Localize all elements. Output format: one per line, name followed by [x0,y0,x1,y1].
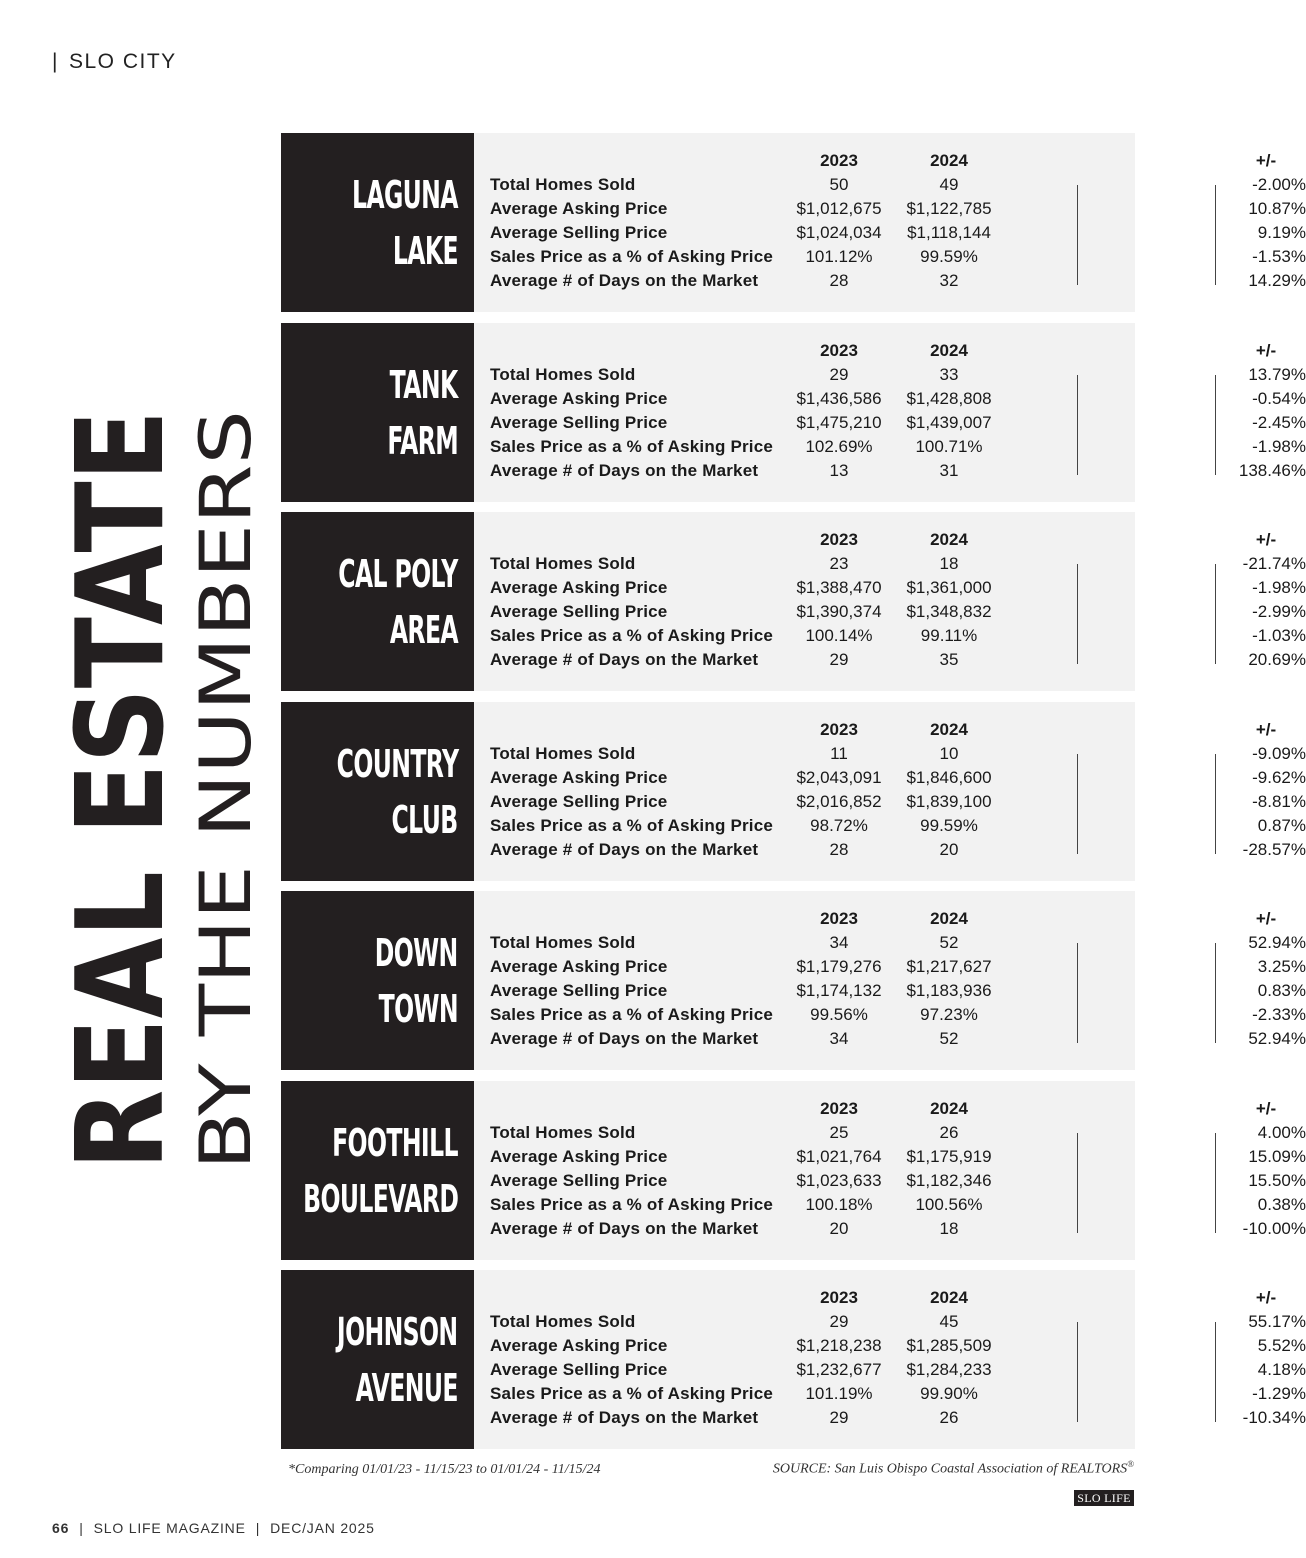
neighborhood-name [281,512,474,691]
header-2024: 2024 [930,909,968,928]
value-change: -0.54% [1252,389,1306,408]
value-2023: $1,390,374 [796,602,882,621]
row-label: Average Selling Price [490,413,668,432]
value-change: -10.34% [1242,1408,1306,1427]
header-change: +/- [1255,530,1277,549]
neighborhood-name [281,323,474,502]
header-2024: 2024 [930,720,968,739]
header-2023: 2023 [820,909,858,928]
row-label: Average Asking Price [490,578,668,597]
value-change: 13.79% [1248,365,1306,384]
row-label: Average Asking Price [490,199,668,218]
value-2023: $1,388,470 [796,578,882,597]
neighborhood-name-line: FARM [387,418,458,463]
value-2024: $1,428,808 [906,389,992,408]
row-label: Average # of Days on the Market [490,1029,759,1048]
header-change: +/- [1255,341,1277,360]
value-2024: 45 [939,1312,959,1331]
row-label: Sales Price as a % of Asking Price [490,1005,774,1024]
neighborhood-name-line: CAL POLY [338,551,458,596]
row-label: Average Selling Price [490,223,668,242]
value-2024: 52 [939,933,959,952]
value-change: 15.09% [1248,1147,1306,1166]
value-change: -1.03% [1252,626,1306,645]
value-2024: 100.56% [915,1195,983,1214]
value-2023: 34 [829,1029,849,1048]
value-2024: 20 [939,840,959,859]
value-change: 20.69% [1248,650,1306,669]
value-change: -2.99% [1252,602,1306,621]
value-2024: 99.11% [920,626,978,645]
value-change: -21.74% [1242,554,1306,573]
row-label: Sales Price as a % of Asking Price [490,247,774,266]
value-2023: $1,179,276 [796,957,882,976]
neighborhood-name [281,1081,474,1260]
value-2023: 34 [829,933,849,952]
neighborhood-name-line: LAGUNA [352,172,458,217]
value-change: 0.87% [1257,816,1306,835]
magazine-name: SLO LIFE MAGAZINE [93,1520,246,1536]
value-2024: 100.71% [915,437,983,456]
value-2023: 98.72% [810,816,868,835]
value-change: 5.52% [1257,1336,1306,1355]
source-credit [773,1459,1134,1478]
row-label: Average # of Days on the Market [490,650,759,669]
value-change: -2.45% [1252,413,1306,432]
row-label: Average Asking Price [490,957,668,976]
stats-table [474,323,1306,502]
neighborhood-name-line: COUNTRY [336,741,458,786]
stats-table [474,1270,1306,1449]
row-label: Total Homes Sold [490,1123,636,1142]
neighborhood-name-line: AVENUE [355,1365,458,1410]
header-2023: 2023 [820,151,858,170]
header-2024: 2024 [930,1099,968,1118]
registered-mark: ® [1127,1459,1134,1469]
value-2024: $1,839,100 [906,792,992,811]
value-2024: 18 [939,1219,959,1238]
neighborhood-block [281,1081,1306,1260]
row-label: Sales Price as a % of Asking Price [490,816,774,835]
stats-table [474,702,1306,881]
value-change: 138.46% [1238,461,1306,480]
value-change: 4.18% [1257,1360,1306,1379]
value-2024: $1,182,346 [906,1171,992,1190]
header-2024: 2024 [930,151,968,170]
neighborhood-block [281,891,1306,1070]
column-divider [1077,754,1078,854]
value-2024: $1,118,144 [907,223,991,242]
header-2023: 2023 [820,1288,858,1307]
value-2023: 23 [829,554,849,573]
value-change: 0.38% [1257,1195,1306,1214]
value-2024: 35 [939,650,959,669]
value-2023: 50 [829,175,849,194]
header-change: +/- [1255,720,1277,739]
value-2024: 99.90% [920,1384,978,1403]
row-label: Total Homes Sold [490,1312,636,1331]
page-number: 66 [52,1520,70,1536]
row-label: Average Selling Price [490,981,668,1000]
neighborhood-name-line: LAKE [392,228,458,273]
section-header [52,50,177,74]
neighborhood-name-line: JOHNSON [337,1309,458,1354]
value-2023: 102.69% [805,437,873,456]
header-2023: 2023 [820,1099,858,1118]
value-2023: $1,475,210 [796,413,882,432]
row-label: Average Asking Price [490,768,668,787]
side-title [50,296,267,1170]
value-2023: 29 [829,1312,849,1331]
value-change: -1.29% [1252,1384,1306,1403]
stats-table [474,512,1306,691]
side-title-sub: BY THE NUMBERS [185,549,267,1170]
value-change: 55.17% [1248,1312,1306,1331]
value-2023: $2,043,091 [796,768,882,787]
neighborhood-block [281,512,1306,691]
issue-date: DEC/JAN 2025 [270,1520,375,1536]
page-footer [52,1520,375,1536]
row-label: Average Asking Price [490,389,668,408]
value-change: -9.09% [1252,744,1306,763]
value-2024: 18 [939,554,959,573]
header-change: +/- [1255,1099,1277,1118]
row-label: Sales Price as a % of Asking Price [490,1195,774,1214]
row-label: Average # of Days on the Market [490,1408,759,1427]
value-2024: 49 [939,175,959,194]
neighborhood-block [281,1270,1306,1449]
value-change: -2.33% [1252,1005,1306,1024]
value-change: 14.29% [1248,271,1306,290]
header-2024: 2024 [930,530,968,549]
row-label: Sales Price as a % of Asking Price [490,1384,774,1403]
source-text: SOURCE: San Luis Obispo Coastal Association of REALTORS [772,1461,1128,1477]
section-divider: | [52,50,59,73]
value-2024: $1,284,233 [906,1360,992,1379]
neighborhood-name-line: BOULEVARD [302,1176,458,1221]
row-label: Total Homes Sold [490,744,636,763]
value-2023: 28 [829,271,849,290]
column-divider [1077,185,1078,285]
value-change: -10.00% [1242,1219,1306,1238]
footer-divider: | [255,1520,261,1536]
value-2023: $1,012,675 [796,199,882,218]
value-2024: $1,348,832 [906,602,992,621]
value-2024: $1,122,785 [906,199,992,218]
row-label: Average Selling Price [490,1360,668,1379]
value-2023: 28 [829,840,849,859]
row-label: Average # of Days on the Market [490,1219,759,1238]
value-2023: 11 [830,744,848,763]
neighborhood-block [281,133,1306,312]
value-change: 0.83% [1257,981,1306,1000]
section-label: SLO CITY [68,50,177,73]
value-2024: $1,183,936 [906,981,992,1000]
value-2023: $1,218,238 [796,1336,882,1355]
neighborhood-name-line: DOWN [375,930,458,975]
neighborhood-name-line: FOOTHILL [332,1120,458,1165]
value-2024: 26 [939,1408,959,1427]
value-change: -1.98% [1252,578,1306,597]
header-change: +/- [1255,1288,1277,1307]
value-2024: 97.23% [920,1005,978,1024]
row-label: Average Selling Price [490,792,668,811]
value-change: 52.94% [1248,933,1306,952]
neighborhood-name-line: CLUB [391,797,458,842]
value-change: 15.50% [1248,1171,1306,1190]
value-change: 9.19% [1257,223,1306,242]
value-change: 52.94% [1248,1029,1306,1048]
row-label: Average # of Days on the Market [490,840,759,859]
footer-divider: | [79,1520,84,1536]
value-2023: 13 [829,461,849,480]
value-2024: 26 [939,1123,959,1142]
value-change: 10.87% [1248,199,1306,218]
value-2024: $1,285,509 [906,1336,992,1355]
row-label: Average Asking Price [490,1147,668,1166]
value-2024: $1,361,000 [906,578,992,597]
header-2023: 2023 [820,341,858,360]
value-2023: 29 [829,650,849,669]
value-2023: 101.19% [805,1384,873,1403]
row-label: Average Selling Price [490,1171,668,1190]
footnote: *Comparing 01/01/23 - 11/15/23 to 01/01/24 - 11/15/24 [288,1462,601,1477]
stats-table [474,891,1306,1070]
value-2023: 20 [829,1219,849,1238]
column-divider [1077,943,1078,1043]
value-2023: 25 [829,1123,849,1142]
value-2024: $1,439,007 [906,413,992,432]
row-label: Total Homes Sold [490,554,636,573]
side-title-graphic [50,296,267,1170]
neighborhood-name-line: TANK [390,362,458,407]
value-change: -2.00% [1252,175,1306,194]
row-label: Total Homes Sold [490,365,636,384]
stats-table [474,1081,1306,1260]
column-divider [1077,564,1078,664]
value-2024: 99.59% [920,816,978,835]
value-2024: 31 [939,461,959,480]
header-2024: 2024 [930,1288,968,1307]
value-2023: 100.18% [805,1195,873,1214]
neighborhood-name [281,702,474,881]
neighborhood-name [281,891,474,1070]
value-2024: 32 [939,271,959,290]
value-2023: 29 [829,1408,849,1427]
neighborhood-name [281,133,474,312]
value-2023: $1,023,633 [796,1171,882,1190]
header-2023: 2023 [820,720,858,739]
value-2024: $1,846,600 [906,768,992,787]
header-2024: 2024 [930,341,968,360]
row-label: Total Homes Sold [490,933,636,952]
value-2024: 33 [939,365,959,384]
row-label: Average # of Days on the Market [490,271,759,290]
value-2023: 99.56% [810,1005,868,1024]
row-label: Average # of Days on the Market [490,461,759,480]
value-change: -9.62% [1252,768,1306,787]
row-label: Sales Price as a % of Asking Price [490,437,774,456]
column-divider [1077,1133,1078,1233]
value-2024: 10 [939,744,959,763]
value-change: -1.98% [1252,437,1306,456]
header-change: +/- [1255,909,1277,928]
row-label: Average Selling Price [490,602,668,621]
value-change: 4.00% [1257,1123,1306,1142]
header-2023: 2023 [820,530,858,549]
row-label: Total Homes Sold [490,175,636,194]
value-2024: $1,175,919 [906,1147,992,1166]
value-2024: $1,217,627 [906,957,992,976]
value-2023: $1,021,764 [796,1147,882,1166]
slo-life-logo: SLO LIFE [1074,1490,1134,1506]
neighborhood-name [281,1270,474,1449]
value-2024: 99.59% [920,247,978,266]
value-2024: 52 [939,1029,959,1048]
value-2023: 101.12% [805,247,873,266]
value-2023: $1,436,586 [796,389,882,408]
neighborhood-name-line: AREA [389,607,458,652]
value-2023: $2,016,852 [796,792,882,811]
column-divider [1077,375,1078,475]
value-2023: 29 [829,365,849,384]
value-change: -1.53% [1252,247,1306,266]
value-2023: $1,024,034 [796,223,882,242]
stats-table [474,133,1306,312]
neighborhood-name-line: TOWN [378,986,458,1031]
column-divider [1077,1322,1078,1422]
value-change: -28.57% [1242,840,1306,859]
value-2023: $1,174,132 [796,981,882,1000]
value-2023: 100.14% [805,626,873,645]
row-label: Sales Price as a % of Asking Price [490,626,774,645]
value-2023: $1,232,677 [796,1360,882,1379]
value-change: -8.81% [1252,792,1306,811]
value-change: 3.25% [1257,957,1306,976]
neighborhood-block [281,702,1306,881]
header-change: +/- [1255,151,1277,170]
side-title-main: REAL ESTATE [52,296,191,1170]
row-label: Average Asking Price [490,1336,668,1355]
neighborhood-block [281,323,1306,502]
